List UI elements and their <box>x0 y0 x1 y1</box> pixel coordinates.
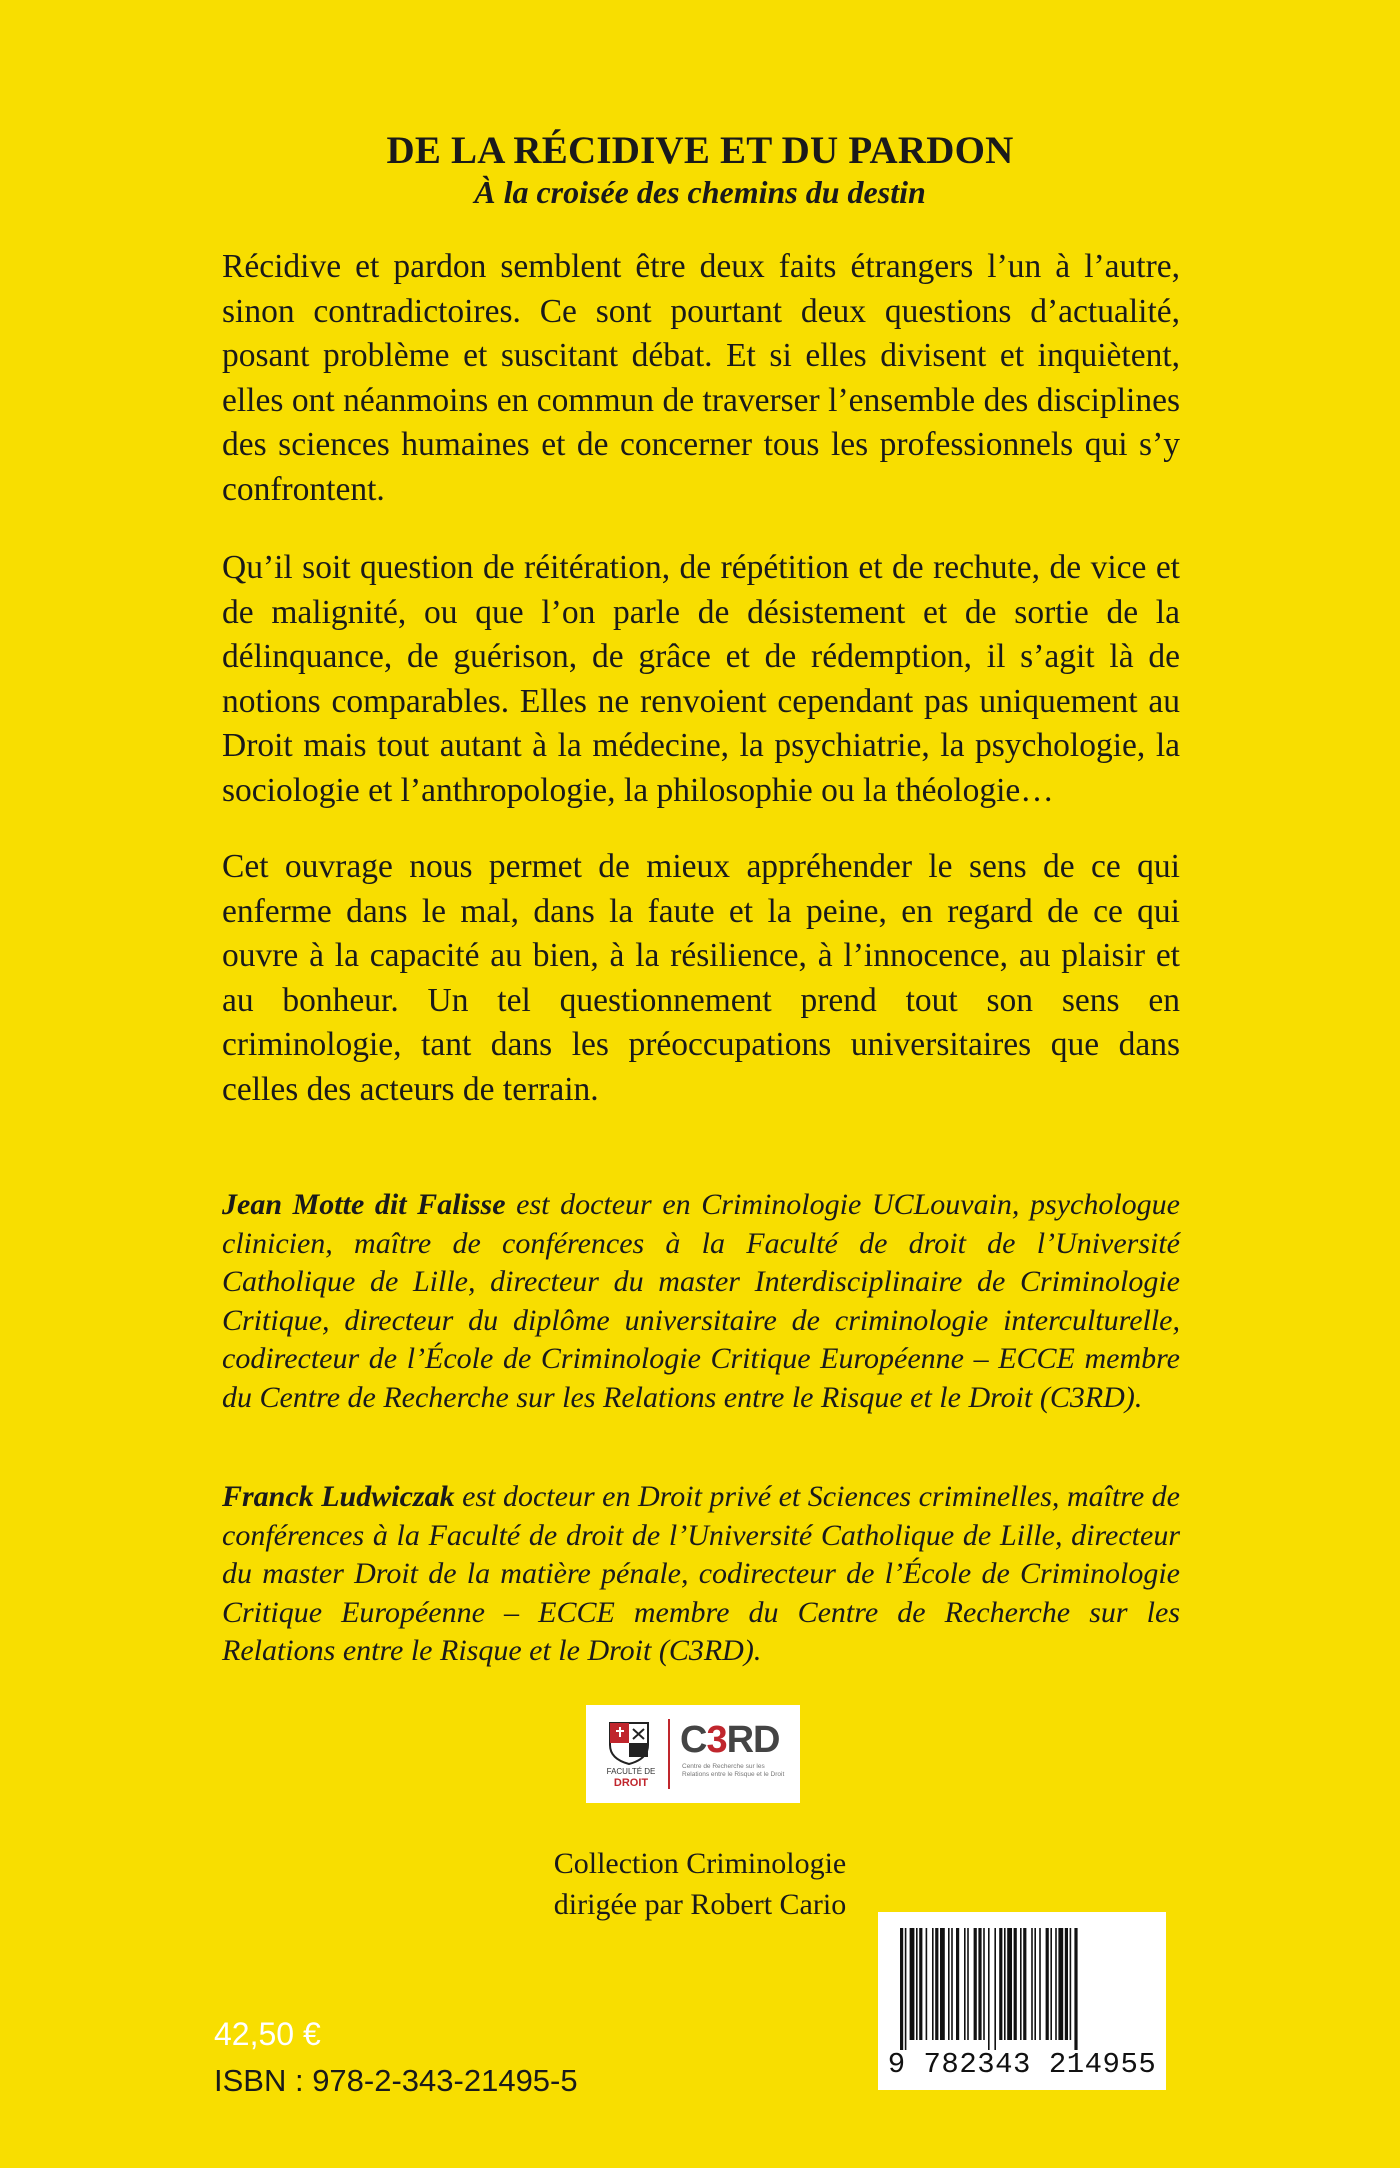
c3rd-caption: Centre de Recherche sur les Relations entre le Risque et le Droit <box>682 1763 785 1778</box>
author-bio-text-2: est docteur en Droit privé et Sciences criminelles, maître de conférences à la Faculté de droit de l’Université Catholique de Lille, directeur du master Droit de la matière pénale, codirecteur de l’École de Criminologie Critique Européenne – ECCE membre du Centre de Recherche sur les Relations entre le Risque et le Droit (C3RD). <box>222 1480 1181 1667</box>
barcode-bar <box>1055 1928 1057 2040</box>
barcode-bar <box>948 1928 950 2040</box>
barcode-bar <box>978 1928 981 2040</box>
summary-paragraph-2: Qu’il soit question de réitération, de répétition et de rechute, de vice et de malignité, ou que l’on parle de désistement et de sortie de la délinquance, de guérison, de grâce et de rédemption, il s’agit là de notions comparables. Elles ne renvoient cependant pas uniquement au Droit mais tout autant à la médecine, la psychiatrie, la psychologie, la sociologie et l’anthropologie, la philosophie ou la théologie… <box>222 549 1180 809</box>
barcode-bar <box>1031 1928 1033 2040</box>
barcode-bar <box>919 1928 922 2040</box>
barcode-bar <box>988 1928 990 2050</box>
barcode-bar <box>905 1928 907 2050</box>
summary-paragraph-1: Récidive et pardon semblent être deux faits étrangers l’un à l’autre, sinon contradictoires. Ce sont pourtant deux questions d’actualité, posant problème et suscitant débat. Et si elles divisent et inquiètent, elles ont néanmoins en commun de traverser l’ensemble des disciplines des sciences humaines et de concerner tous les professionnels qui s’y confrontent. <box>222 248 1180 508</box>
author-name-2: Franck Ludwiczak <box>222 1480 455 1513</box>
barcode-bar <box>974 1928 977 2040</box>
barcode-bar <box>1058 1928 1063 2040</box>
faculty-droit-label: DROIT <box>613 1777 649 1789</box>
barcode-bar <box>1039 1928 1041 2040</box>
author-bio-text-1: est docteur en Criminologie UCLouvain, psychologue clinicien, maître de conférences à la Faculté de droit de l’Université Catholique de Lille, directeur du master Interdisciplinaire de Criminologie Critique, directeur du diplôme universitaire de criminologie interculturelle, codirecteur de l’École de Criminologie Critique Européenne – ECCE membre du Centre de Recherche sur les Relations entre le Risque et le Droit (C3RD). <box>222 1188 1180 1414</box>
author-bio-2 <box>222 1478 1180 1671</box>
barcode-bar <box>1046 1928 1049 2040</box>
summary-paragraph-3: Cet ouvrage nous permet de mieux appréhender le sens de ce qui enferme dans le mal, dans la faute et la peine, en regard de ce qui ouvre à la capacité au bien, à la résilience, à l’innocence, au plaisir et au bonheur. Un tel questionnement prend tout son sens en criminologie, tant dans les préoccupations universitaires que dans celles des acteurs de terrain. <box>222 848 1180 1108</box>
barcode-bar <box>932 1928 934 2040</box>
barcode-bar <box>1070 1928 1072 2040</box>
barcode-bar <box>1007 1928 1012 2040</box>
barcode-bar <box>1014 1928 1017 2040</box>
collection-name: Collection Criminologie <box>553 1847 847 1880</box>
collection-director: dirigée par Robert Cario <box>553 1888 847 1921</box>
author-bio-1 <box>222 1186 1180 1417</box>
barcode-bar <box>916 1928 918 2040</box>
book-subtitle: À la croisée des chemins du destin <box>474 174 926 210</box>
barcode-bar <box>926 1928 928 2040</box>
logo-divider <box>668 1719 670 1789</box>
barcode-bar <box>951 1928 953 2040</box>
barcode-bar <box>1023 1928 1026 2040</box>
isbn-label: ISBN : 978-2-343-21495-5 <box>214 2063 578 2098</box>
barcode-bar <box>935 1928 938 2040</box>
price-label: 42,50 € <box>214 2016 321 2052</box>
faculty-shield-icon <box>608 1721 650 1765</box>
author-name-1: Jean Motte dit Falisse <box>222 1188 506 1221</box>
faculty-label: FACULTÉ DE <box>606 1767 656 1776</box>
barcode-bar <box>1020 1928 1022 2040</box>
c3rd-c: C <box>680 1719 707 1761</box>
barcode-bar <box>940 1928 945 2040</box>
barcode-bar <box>1050 1928 1052 2040</box>
c3rd-wordmark <box>680 1719 779 1762</box>
barcode-bar <box>994 1928 996 2050</box>
barcode-bar <box>956 1928 959 2040</box>
barcode-bar <box>1004 1928 1006 2040</box>
barcode-bar <box>983 1928 985 2040</box>
barcode-digits: 9 782343 214955 <box>887 2048 1157 2081</box>
c3rd-3: 3 <box>706 1719 727 1761</box>
barcode-bar <box>1074 1928 1077 2050</box>
book-title: DE LA RÉCIDIVE ET DU PARDON <box>386 129 1014 172</box>
barcode-bar <box>910 1928 915 2040</box>
barcode-bar <box>964 1928 966 2040</box>
barcode-bar <box>900 1928 903 2050</box>
c3rd-rd: RD <box>726 1719 780 1761</box>
barcode-bar <box>1034 1928 1036 2040</box>
barcode-bar <box>967 1928 969 2040</box>
c3rd-logo <box>586 1705 800 1803</box>
barcode-bar <box>999 1928 1002 2040</box>
collection-info <box>0 1843 1400 1925</box>
barcode-bar <box>1065 1928 1068 2040</box>
barcode <box>878 1912 1166 2090</box>
